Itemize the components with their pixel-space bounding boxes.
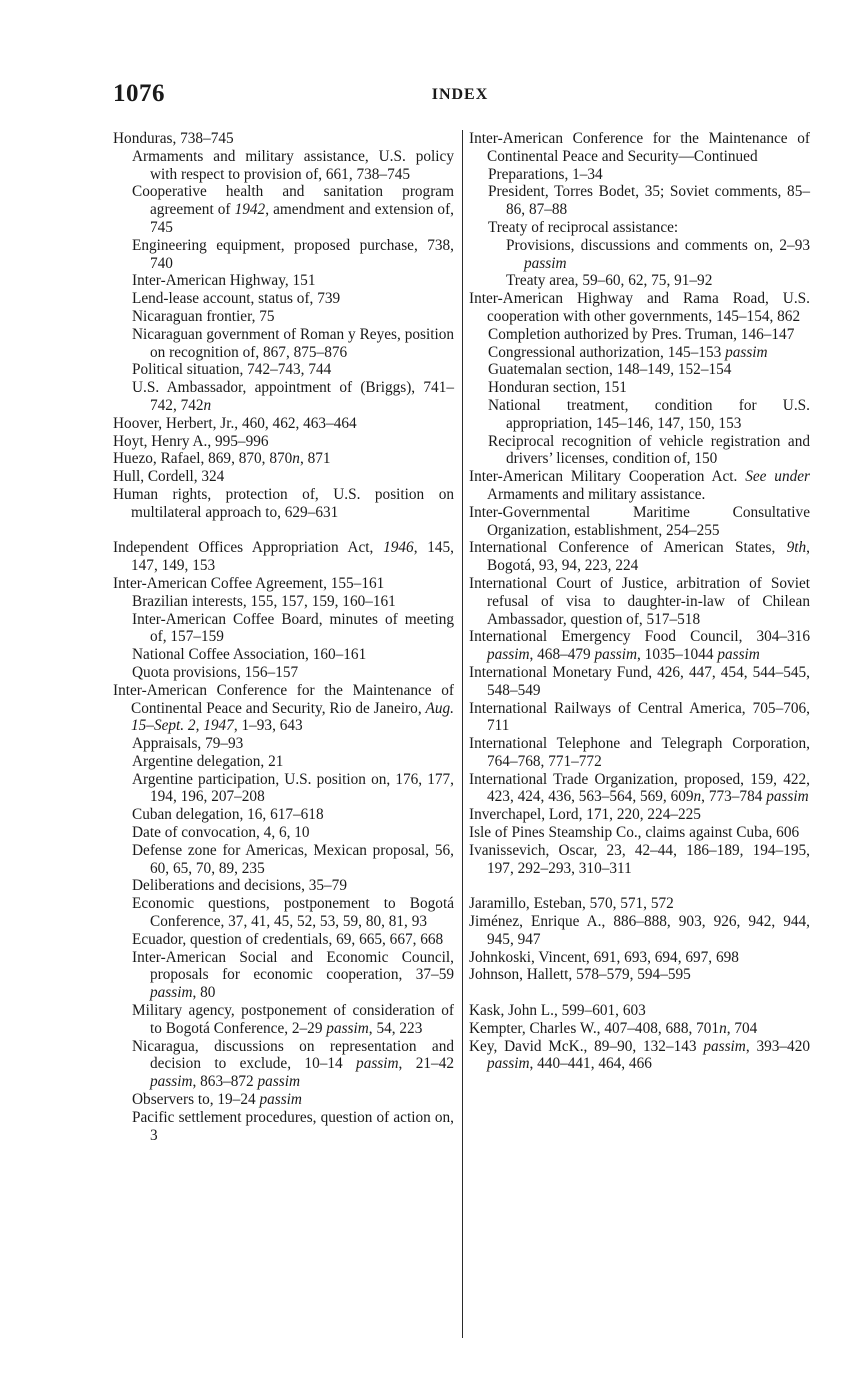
index-entry: Jiménez, Enrique A., 886–888, 903, 926, 942, 944, 945, 947 bbox=[469, 913, 810, 948]
index-entry: International Monetary Fund, 426, 447, 454, 544–545, 548–549 bbox=[469, 663, 810, 699]
index-subentry: Armaments and military assistance, U.S. policy with respect to provision of, 661, 738–745 bbox=[132, 147, 454, 183]
index-subentry: Honduran section, 151 bbox=[488, 379, 627, 397]
index-subentry: Lend-lease account, status of, 739 bbox=[132, 290, 341, 308]
index-entry: Inter-American Highway and Rama Road, U.S. cooperation with other governments, 145–154, 862 bbox=[469, 290, 810, 325]
page-number: 1076 bbox=[113, 80, 165, 107]
index-subentry: Quota provisions, 156–157 bbox=[132, 663, 299, 681]
index-subentry: Argentine participation, U.S. position on, 176, 177, 194, 196, 207–208 bbox=[132, 770, 454, 806]
index-column-left bbox=[113, 130, 454, 1144]
index-subentry: Preparations, 1–34 bbox=[488, 165, 603, 183]
index-entry: Isle of Pines Steamship Co., claims against Cuba, 606 bbox=[469, 824, 800, 842]
index-subentry: Ecuador, question of credentials, 69, 665, 667, 668 bbox=[132, 930, 444, 948]
index-entry: Jaramillo, Esteban, 570, 571, 572 bbox=[469, 895, 674, 913]
index-subentry: National treatment, condition for U.S. appropriation, 145–146, 147, 150, 153 bbox=[488, 396, 810, 432]
index-entry: Kask, John L., 599–601, 603 bbox=[469, 1002, 646, 1020]
index-entry: International Emergency Food Council, 304–316 passim, 468–479 passim, 1035–1044 passim bbox=[469, 628, 810, 664]
index-subentry: Date of convocation, 4, 6, 10 bbox=[132, 824, 310, 842]
index-subentry: Political situation, 742–743, 744 bbox=[132, 361, 332, 379]
index-subentry: Inter-American Coffee Board, minutes of meeting of, 157–159 bbox=[132, 610, 454, 646]
index-subentry: Nicaraguan frontier, 75 bbox=[132, 307, 275, 325]
column-divider bbox=[462, 130, 463, 1338]
index-subentry: Observers to, 19–24 passim bbox=[132, 1091, 302, 1109]
index-entry: Inter-American Conference for the Maintenance of Continental Peace and Security, Rio de Janeiro, Aug. 15–Sept. 2, 1947, 1–93, 643 bbox=[113, 681, 454, 735]
index-entry: Inter-Governmental Maritime Consultative Organization, establishment, 254–255 bbox=[469, 503, 810, 539]
index-entry: International Railways of Central America, 705–706, 711 bbox=[469, 699, 810, 735]
index-subentry: Cuban delegation, 16, 617–618 bbox=[132, 806, 324, 824]
index-entry: Hull, Cordell, 324 bbox=[113, 468, 225, 486]
index-subentry: U.S. Ambassador, appointment of (Briggs), 741–742, 742n bbox=[132, 379, 454, 414]
index-entry: Ivanissevich, Oscar, 23, 42–44, 186–189, 194–195, 197, 292–293, 310–311 bbox=[469, 841, 810, 877]
index-subentry: Inter-American Social and Economic Council, proposals for economic cooperation, 37–59 passim, 80 bbox=[132, 948, 454, 1002]
index-subentry: Defense zone for Americas, Mexican proposal, 56, 60, 65, 70, 89, 235 bbox=[132, 841, 454, 877]
index-subentry: Cooperative health and sanitation program agreement of 1942, amendment and extension of, 745 bbox=[132, 183, 454, 236]
index-subentry: Treaty area, 59–60, 62, 75, 91–92 bbox=[506, 272, 713, 290]
index-subentry: Completion authorized by Pres. Truman, 146–147 bbox=[488, 325, 795, 343]
index-subentry: Congressional authorization, 145–153 passim bbox=[488, 343, 768, 361]
index-entry: Independent Offices Appropriation Act, 1946, 145, 147, 149, 153 bbox=[113, 539, 454, 575]
index-subentry: National Coffee Association, 160–161 bbox=[132, 646, 367, 664]
index-subentry: Guatemalan section, 148–149, 152–154 bbox=[488, 361, 732, 379]
index-subentry: Engineering equipment, proposed purchase, 738, 740 bbox=[132, 236, 454, 272]
running-head: INDEX bbox=[431, 86, 489, 103]
index-entry: Huezo, Rafael, 869, 870, 870n, 871 bbox=[113, 450, 331, 468]
index-subentry: Reciprocal recognition of vehicle registration and drivers’ licenses, condition of, 150 bbox=[488, 432, 810, 468]
index-entry: International Conference of American States, 9th, Bogotá, 93, 94, 223, 224 bbox=[469, 539, 810, 575]
index-subentry: President, Torres Bodet, 35; Soviet comments, 85–86, 87–88 bbox=[488, 183, 810, 219]
index-entry: Key, David McK., 89–90, 132–143 passim, 393–420 passim, 440–441, 464, 466 bbox=[469, 1037, 810, 1073]
index-subentry: Provisions, discussions and comments on, 2–93 passim bbox=[506, 236, 810, 272]
index-entry: Kempter, Charles W., 407–408, 688, 701n, 704 bbox=[469, 1019, 758, 1037]
index-entry: Human rights, protection of, U.S. position on multilateral approach to, 629–631 bbox=[113, 485, 454, 521]
index-subentry: Argentine delegation, 21 bbox=[132, 752, 284, 770]
index-entry: International Court of Justice, arbitration of Soviet refusal of visa to daughter-in-law of Chilean Ambassador, question of, 517–518 bbox=[469, 574, 810, 628]
index-subentry: Pacific settlement procedures, question of action on, 3 bbox=[132, 1108, 454, 1144]
index-subentry: Treaty of reciprocal assistance: bbox=[488, 218, 679, 236]
index-subentry: Brazilian interests, 155, 157, 159, 160–161 bbox=[132, 592, 396, 610]
index-entry: International Telephone and Telegraph Corporation, 764–768, 771–772 bbox=[469, 735, 810, 770]
index-subentry: Appraisals, 79–93 bbox=[132, 735, 244, 753]
index-subentry: Nicaraguan government of Roman y Reyes, position on recognition of, 867, 875–876 bbox=[132, 325, 454, 361]
index-column-right bbox=[469, 130, 810, 1073]
index-subentry: Inter-American Highway, 151 bbox=[132, 272, 316, 290]
index-entry: Hoyt, Henry A., 995–996 bbox=[113, 432, 269, 450]
index-subentry: Economic questions, postponement to Bogotá Conference, 37, 41, 45, 52, 53, 59, 80, 81, 93 bbox=[132, 895, 454, 931]
index-entry: Honduras, 738–745 bbox=[113, 130, 234, 147]
index-entry: Inverchapel, Lord, 171, 220, 224–225 bbox=[469, 806, 701, 824]
index-subentry: Military agency, postponement of consideration of to Bogotá Conference, 2–29 passim, 54, 223 bbox=[132, 1002, 454, 1037]
index-entry: International Trade Organization, proposed, 159, 422, 423, 424, 436, 563–564, 569, 609n, 773–784 passim bbox=[469, 770, 810, 806]
index-entry: Inter-American Conference for the Maintenance of Continental Peace and Security—Continued bbox=[469, 130, 810, 165]
index-entry: Inter-American Coffee Agreement, 155–161 bbox=[113, 574, 385, 592]
index-subentry: Nicaragua, discussions on representation and decision to exclude, 10–14 passim, 21–42 passim, 863–872 passim bbox=[132, 1037, 454, 1091]
index-entry: Johnson, Hallett, 578–579, 594–595 bbox=[469, 966, 691, 984]
index-subentry: Deliberations and decisions, 35–79 bbox=[132, 877, 347, 895]
index-entry: Johnkoski, Vincent, 691, 693, 694, 697, 698 bbox=[469, 948, 739, 966]
index-entry: Inter-American Military Cooperation Act. See under Armaments and military assistance. bbox=[469, 468, 810, 503]
index-entry: Hoover, Herbert, Jr., 460, 462, 463–464 bbox=[113, 414, 357, 432]
